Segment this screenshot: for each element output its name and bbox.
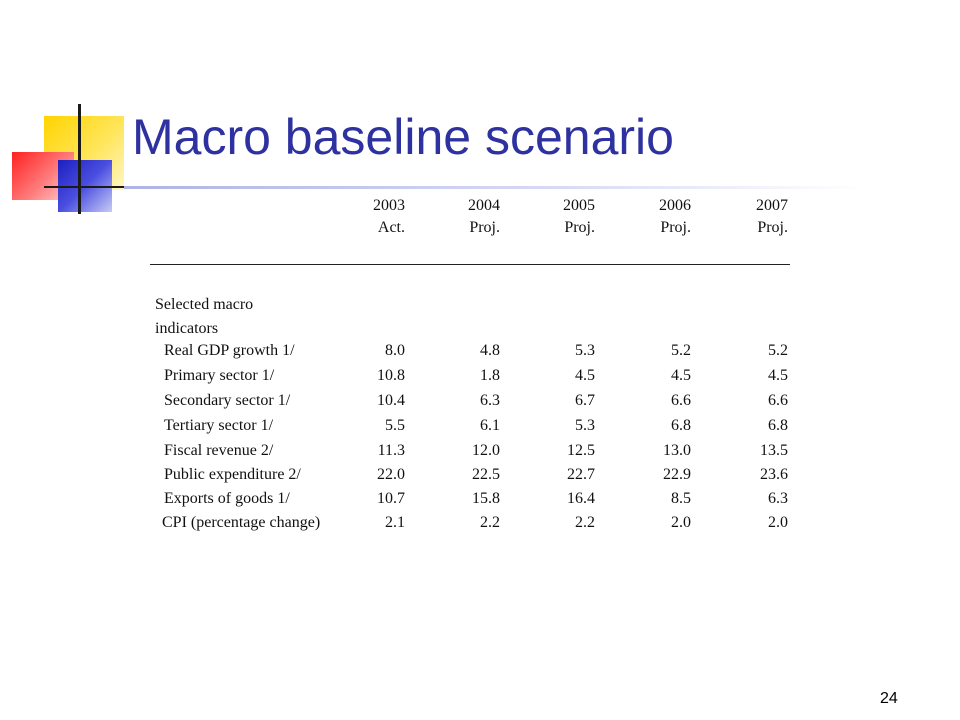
decor-vertical-line (78, 104, 81, 214)
decor-horizontal-line (44, 186, 124, 188)
title-underline (124, 186, 864, 189)
table-row (150, 442, 790, 465)
table-cell: 5.2 (768, 342, 788, 359)
table-cell: 2.0 (671, 514, 691, 531)
table-cell: 2.1 (385, 514, 405, 531)
column-header-2003 (335, 195, 405, 239)
section-title-line: indicators (155, 320, 219, 337)
table-cell: 6.8 (768, 417, 788, 434)
table-cell: 5.2 (671, 342, 691, 359)
table-cell: 4.8 (480, 342, 500, 359)
table-cell: 12.0 (472, 442, 500, 459)
row-label: CPI (percentage change) (162, 514, 321, 531)
row-label: Real GDP growth 1/ (164, 342, 295, 359)
table-cell: 2.0 (768, 514, 788, 531)
table-cell: 1.8 (480, 367, 500, 384)
table-cell: 13.0 (663, 442, 691, 459)
column-year: 2005 (563, 197, 595, 214)
table-header-rule (150, 264, 790, 265)
table-cell: 15.8 (472, 490, 500, 507)
table-cell: 4.5 (768, 367, 788, 384)
table-cell: 22.5 (472, 466, 500, 483)
column-header-2006 (621, 195, 691, 239)
row-label: Public expenditure 2/ (164, 466, 301, 483)
table-cell: 23.6 (760, 466, 788, 483)
column-type: Proj. (564, 219, 595, 236)
table-cell: 13.5 (760, 442, 788, 459)
table-cell: 6.3 (768, 490, 788, 507)
column-type: Proj. (757, 219, 788, 236)
table-cell: 2.2 (575, 514, 595, 531)
slide-title: Macro baseline scenario (132, 109, 674, 165)
column-type: Proj. (660, 219, 691, 236)
table-cell: 8.0 (385, 342, 405, 359)
table-cell: 10.4 (377, 392, 405, 409)
table-cell: 22.0 (377, 466, 405, 483)
table-cell: 6.6 (768, 392, 788, 409)
table-cell: 22.7 (567, 466, 595, 483)
row-label: Secondary sector 1/ (164, 392, 291, 409)
column-year: 2004 (468, 197, 500, 214)
table-cell: 6.8 (671, 417, 691, 434)
column-type: Proj. (469, 219, 500, 236)
table-row (150, 514, 790, 537)
table-cell: 6.1 (480, 417, 500, 434)
section-title-line: Selected macro (155, 296, 254, 313)
table-cell: 22.9 (663, 466, 691, 483)
page-number: 24 (880, 690, 898, 707)
table-row (150, 342, 790, 365)
table-row (150, 392, 790, 415)
table-cell: 5.3 (575, 342, 595, 359)
table-cell: 6.6 (671, 392, 691, 409)
column-header-2005 (525, 195, 595, 239)
row-label: Fiscal revenue 2/ (164, 442, 274, 459)
table-cell: 16.4 (567, 490, 595, 507)
column-type: Act. (377, 219, 405, 236)
row-label: Exports of goods 1/ (164, 490, 290, 507)
table-cell: 2.2 (480, 514, 500, 531)
table-cell: 10.7 (377, 490, 405, 507)
table-cell: 5.5 (385, 417, 405, 434)
column-year: 2007 (756, 197, 788, 214)
section-title (155, 293, 253, 341)
table-cell: 12.5 (567, 442, 595, 459)
table-cell: 6.7 (575, 392, 595, 409)
table-cell: 4.5 (575, 367, 595, 384)
table-cell: 4.5 (671, 367, 691, 384)
table-cell: 5.3 (575, 417, 595, 434)
column-year: 2006 (659, 197, 691, 214)
column-header-2007 (718, 195, 788, 239)
table-row (150, 466, 790, 489)
table-row (150, 490, 790, 513)
table-cell: 11.3 (377, 442, 405, 459)
column-year: 2003 (373, 197, 405, 214)
table-cell: 6.3 (480, 392, 500, 409)
column-header-2004 (430, 195, 500, 239)
row-label: Tertiary sector 1/ (164, 417, 274, 434)
row-label: Primary sector 1/ (164, 367, 275, 384)
table-cell: 10.8 (377, 367, 405, 384)
table-cell: 8.5 (671, 490, 691, 507)
table-row (150, 367, 790, 390)
table-row (150, 417, 790, 440)
